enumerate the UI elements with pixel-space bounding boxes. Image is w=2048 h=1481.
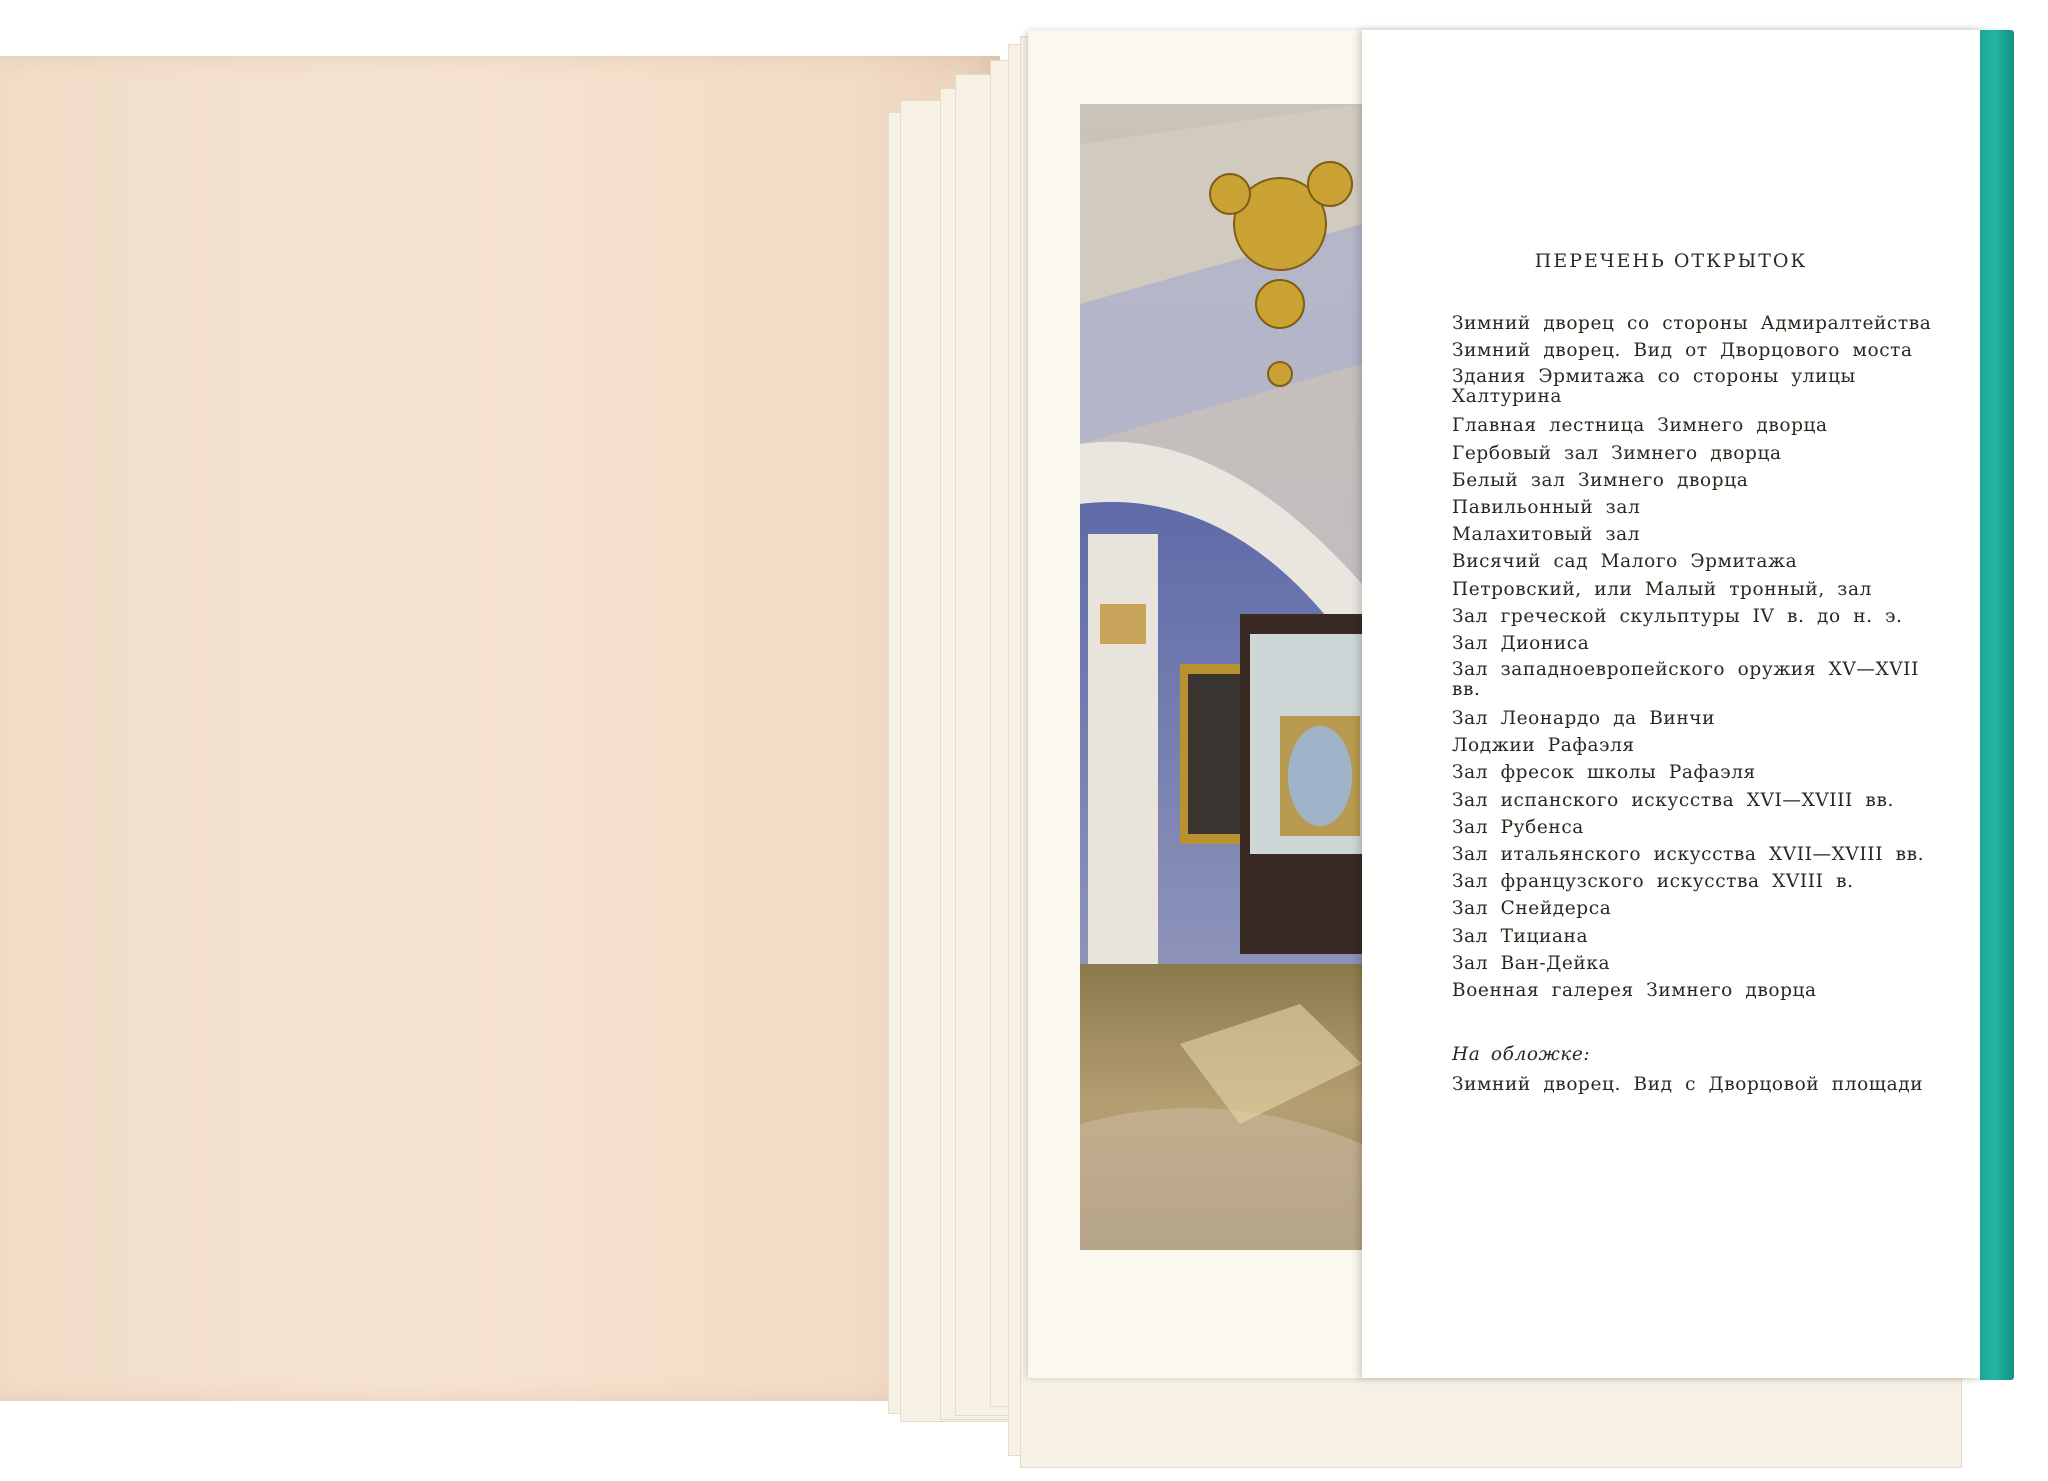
hermitage-hall-photo bbox=[1080, 104, 1362, 1250]
list-item: Зал Диониса bbox=[1452, 632, 1590, 654]
list-item: Петровский, или Малый тронный, зал bbox=[1452, 578, 1872, 600]
list-item: Зимний дворец. Вид от Дворцового моста bbox=[1452, 340, 1913, 362]
list-item: Висячий сад Малого Эрмитажа bbox=[1452, 551, 1798, 573]
list-title: ПЕРЕЧЕНЬ ОТКРЫТОК bbox=[1534, 250, 1808, 272]
list-item: Зал Снейдерса bbox=[1452, 898, 1612, 920]
list-item: Зал испанского искусства XVI—XVIII вв. bbox=[1452, 789, 1894, 811]
list-item: Зал итальянского искусства XVII—XVIII вв. bbox=[1452, 844, 1925, 865]
list-item: Малахитовый зал bbox=[1452, 524, 1641, 546]
list-item: Зимний дворец со стороны Адмиралтейства bbox=[1452, 313, 1932, 334]
list-item: Белый зал Зимнего дворца bbox=[1452, 469, 1749, 491]
list-item: Зал Рубенса bbox=[1452, 816, 1584, 838]
list-item: Зал западноевропейского оружия XV—XVII вв. bbox=[1452, 659, 1919, 701]
list-item: Здания Эрмитажа со стороны улицы Халтурина bbox=[1452, 366, 1856, 408]
list-item: Главная лестница Зимнего дворца bbox=[1452, 415, 1828, 437]
list-item: Зал фресок школы Рафаэля bbox=[1452, 762, 1756, 784]
left-cover-page bbox=[0, 56, 1000, 1401]
cover-caption-label: На обложке: bbox=[1452, 1044, 1591, 1065]
postcard-list bbox=[1452, 310, 1952, 1004]
cover-caption-value: Зимний дворец. Вид с Дворцовой площади bbox=[1452, 1074, 1924, 1095]
list-item: Военная галерея Зимнего дворца bbox=[1452, 979, 1817, 1001]
list-item: Зал французского искусства XVIII в. bbox=[1452, 871, 1854, 893]
list-item: Павильонный зал bbox=[1452, 496, 1641, 518]
list-item: Лоджии Рафаэля bbox=[1452, 735, 1635, 757]
booklet-spine bbox=[1980, 30, 2014, 1380]
list-item: Гербовый зал Зимнего дворца bbox=[1452, 442, 1782, 464]
list-item: Зал греческой скульптуры IV в. до н. э. bbox=[1452, 605, 1903, 627]
list-item: Зал Ван-Дейка bbox=[1452, 952, 1611, 974]
list-item: Зал Леонардо да Винчи bbox=[1452, 708, 1716, 730]
hall-photo-illustration bbox=[1080, 104, 1362, 1250]
list-item: Зал Тициана bbox=[1452, 925, 1589, 947]
